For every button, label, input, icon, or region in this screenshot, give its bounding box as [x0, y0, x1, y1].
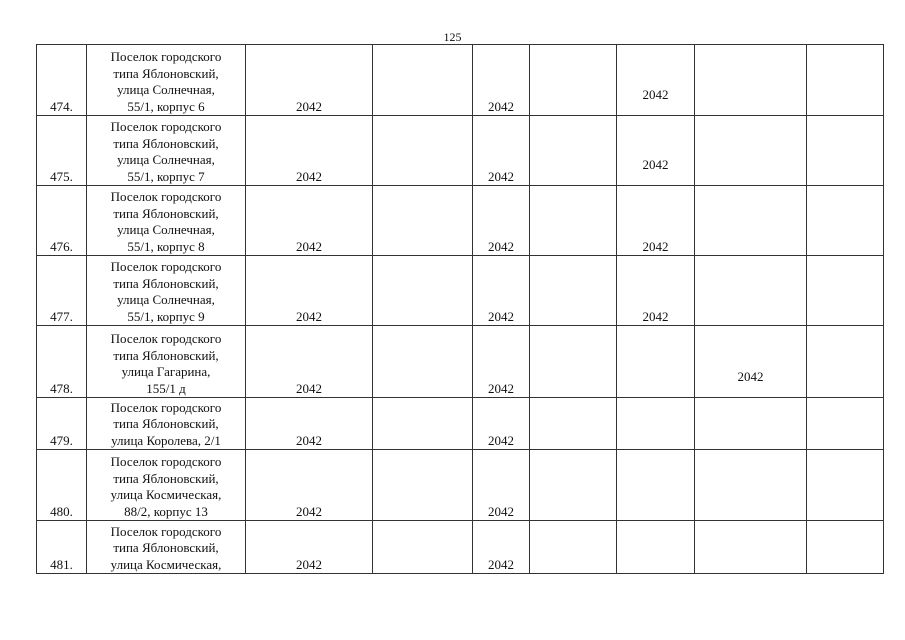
row-number: 481. [37, 521, 87, 574]
value-cell [617, 521, 695, 574]
value-cell: 2042 [617, 116, 695, 186]
table-row [37, 521, 884, 574]
table-row [37, 45, 884, 116]
value-cell [530, 326, 617, 398]
table-row [37, 186, 884, 256]
table-row [37, 116, 884, 186]
value-cell [807, 116, 884, 186]
row-number: 475. [37, 116, 87, 186]
value-cell [617, 450, 695, 521]
value-cell [530, 521, 617, 574]
value-cell [807, 450, 884, 521]
row-number: 479. [37, 398, 87, 450]
value-cell: 2042 [473, 45, 530, 116]
value-cell [617, 326, 695, 398]
value-cell [695, 450, 807, 521]
value-cell: 2042 [246, 398, 373, 450]
address-cell: Поселок городского типа Яблоновский, улица Гагарина, 155/1 д [87, 326, 246, 398]
table-row [37, 450, 884, 521]
value-cell [807, 326, 884, 398]
value-cell [807, 186, 884, 256]
address-table [36, 44, 884, 574]
value-cell [373, 116, 473, 186]
value-cell: 2042 [473, 186, 530, 256]
row-number: 474. [37, 45, 87, 116]
value-cell [373, 398, 473, 450]
row-number: 477. [37, 256, 87, 326]
value-cell [530, 256, 617, 326]
value-cell [807, 45, 884, 116]
value-cell [807, 398, 884, 450]
value-cell: 2042 [473, 256, 530, 326]
value-cell: 2042 [617, 256, 695, 326]
address-cell: Поселок городского типа Яблоновский, улица Солнечная, 55/1, корпус 7 [87, 116, 246, 186]
row-number: 476. [37, 186, 87, 256]
address-cell: Поселок городского типа Яблоновский, улица Космическая, [87, 521, 246, 574]
value-cell: 2042 [246, 256, 373, 326]
value-cell [530, 116, 617, 186]
value-cell: 2042 [246, 45, 373, 116]
value-cell [695, 116, 807, 186]
value-cell [373, 256, 473, 326]
value-cell [807, 521, 884, 574]
value-cell [373, 521, 473, 574]
value-cell [373, 45, 473, 116]
value-cell [695, 398, 807, 450]
value-cell [530, 450, 617, 521]
value-cell: 2042 [246, 186, 373, 256]
address-cell: Поселок городского типа Яблоновский, улица Солнечная, 55/1, корпус 6 [87, 45, 246, 116]
value-cell: 2042 [246, 450, 373, 521]
address-cell: Поселок городского типа Яблоновский, улица Королева, 2/1 [87, 398, 246, 450]
row-number: 480. [37, 450, 87, 521]
value-cell [373, 186, 473, 256]
value-cell: 2042 [473, 398, 530, 450]
value-cell: 2042 [473, 326, 530, 398]
value-cell [695, 45, 807, 116]
value-cell [695, 521, 807, 574]
value-cell: 2042 [473, 521, 530, 574]
page-number: 125 [443, 30, 462, 44]
row-number: 478. [37, 326, 87, 398]
table-row [37, 256, 884, 326]
table-row [37, 398, 884, 450]
address-cell: Поселок городского типа Яблоновский, улица Солнечная, 55/1, корпус 9 [87, 256, 246, 326]
value-cell [530, 398, 617, 450]
address-cell: Поселок городского типа Яблоновский, улица Космическая, 88/2, корпус 13 [87, 450, 246, 521]
address-cell: Поселок городского типа Яблоновский, улица Солнечная, 55/1, корпус 8 [87, 186, 246, 256]
value-cell: 2042 [246, 326, 373, 398]
value-cell: 2042 [695, 326, 807, 398]
value-cell: 2042 [617, 186, 695, 256]
value-cell [530, 186, 617, 256]
value-cell [695, 186, 807, 256]
value-cell: 2042 [473, 116, 530, 186]
value-cell: 2042 [617, 45, 695, 116]
value-cell: 2042 [473, 450, 530, 521]
value-cell [373, 326, 473, 398]
value-cell [617, 398, 695, 450]
value-cell: 2042 [246, 521, 373, 574]
table-row [37, 326, 884, 398]
value-cell [807, 256, 884, 326]
value-cell [373, 450, 473, 521]
value-cell [530, 45, 617, 116]
value-cell: 2042 [246, 116, 373, 186]
value-cell [695, 256, 807, 326]
